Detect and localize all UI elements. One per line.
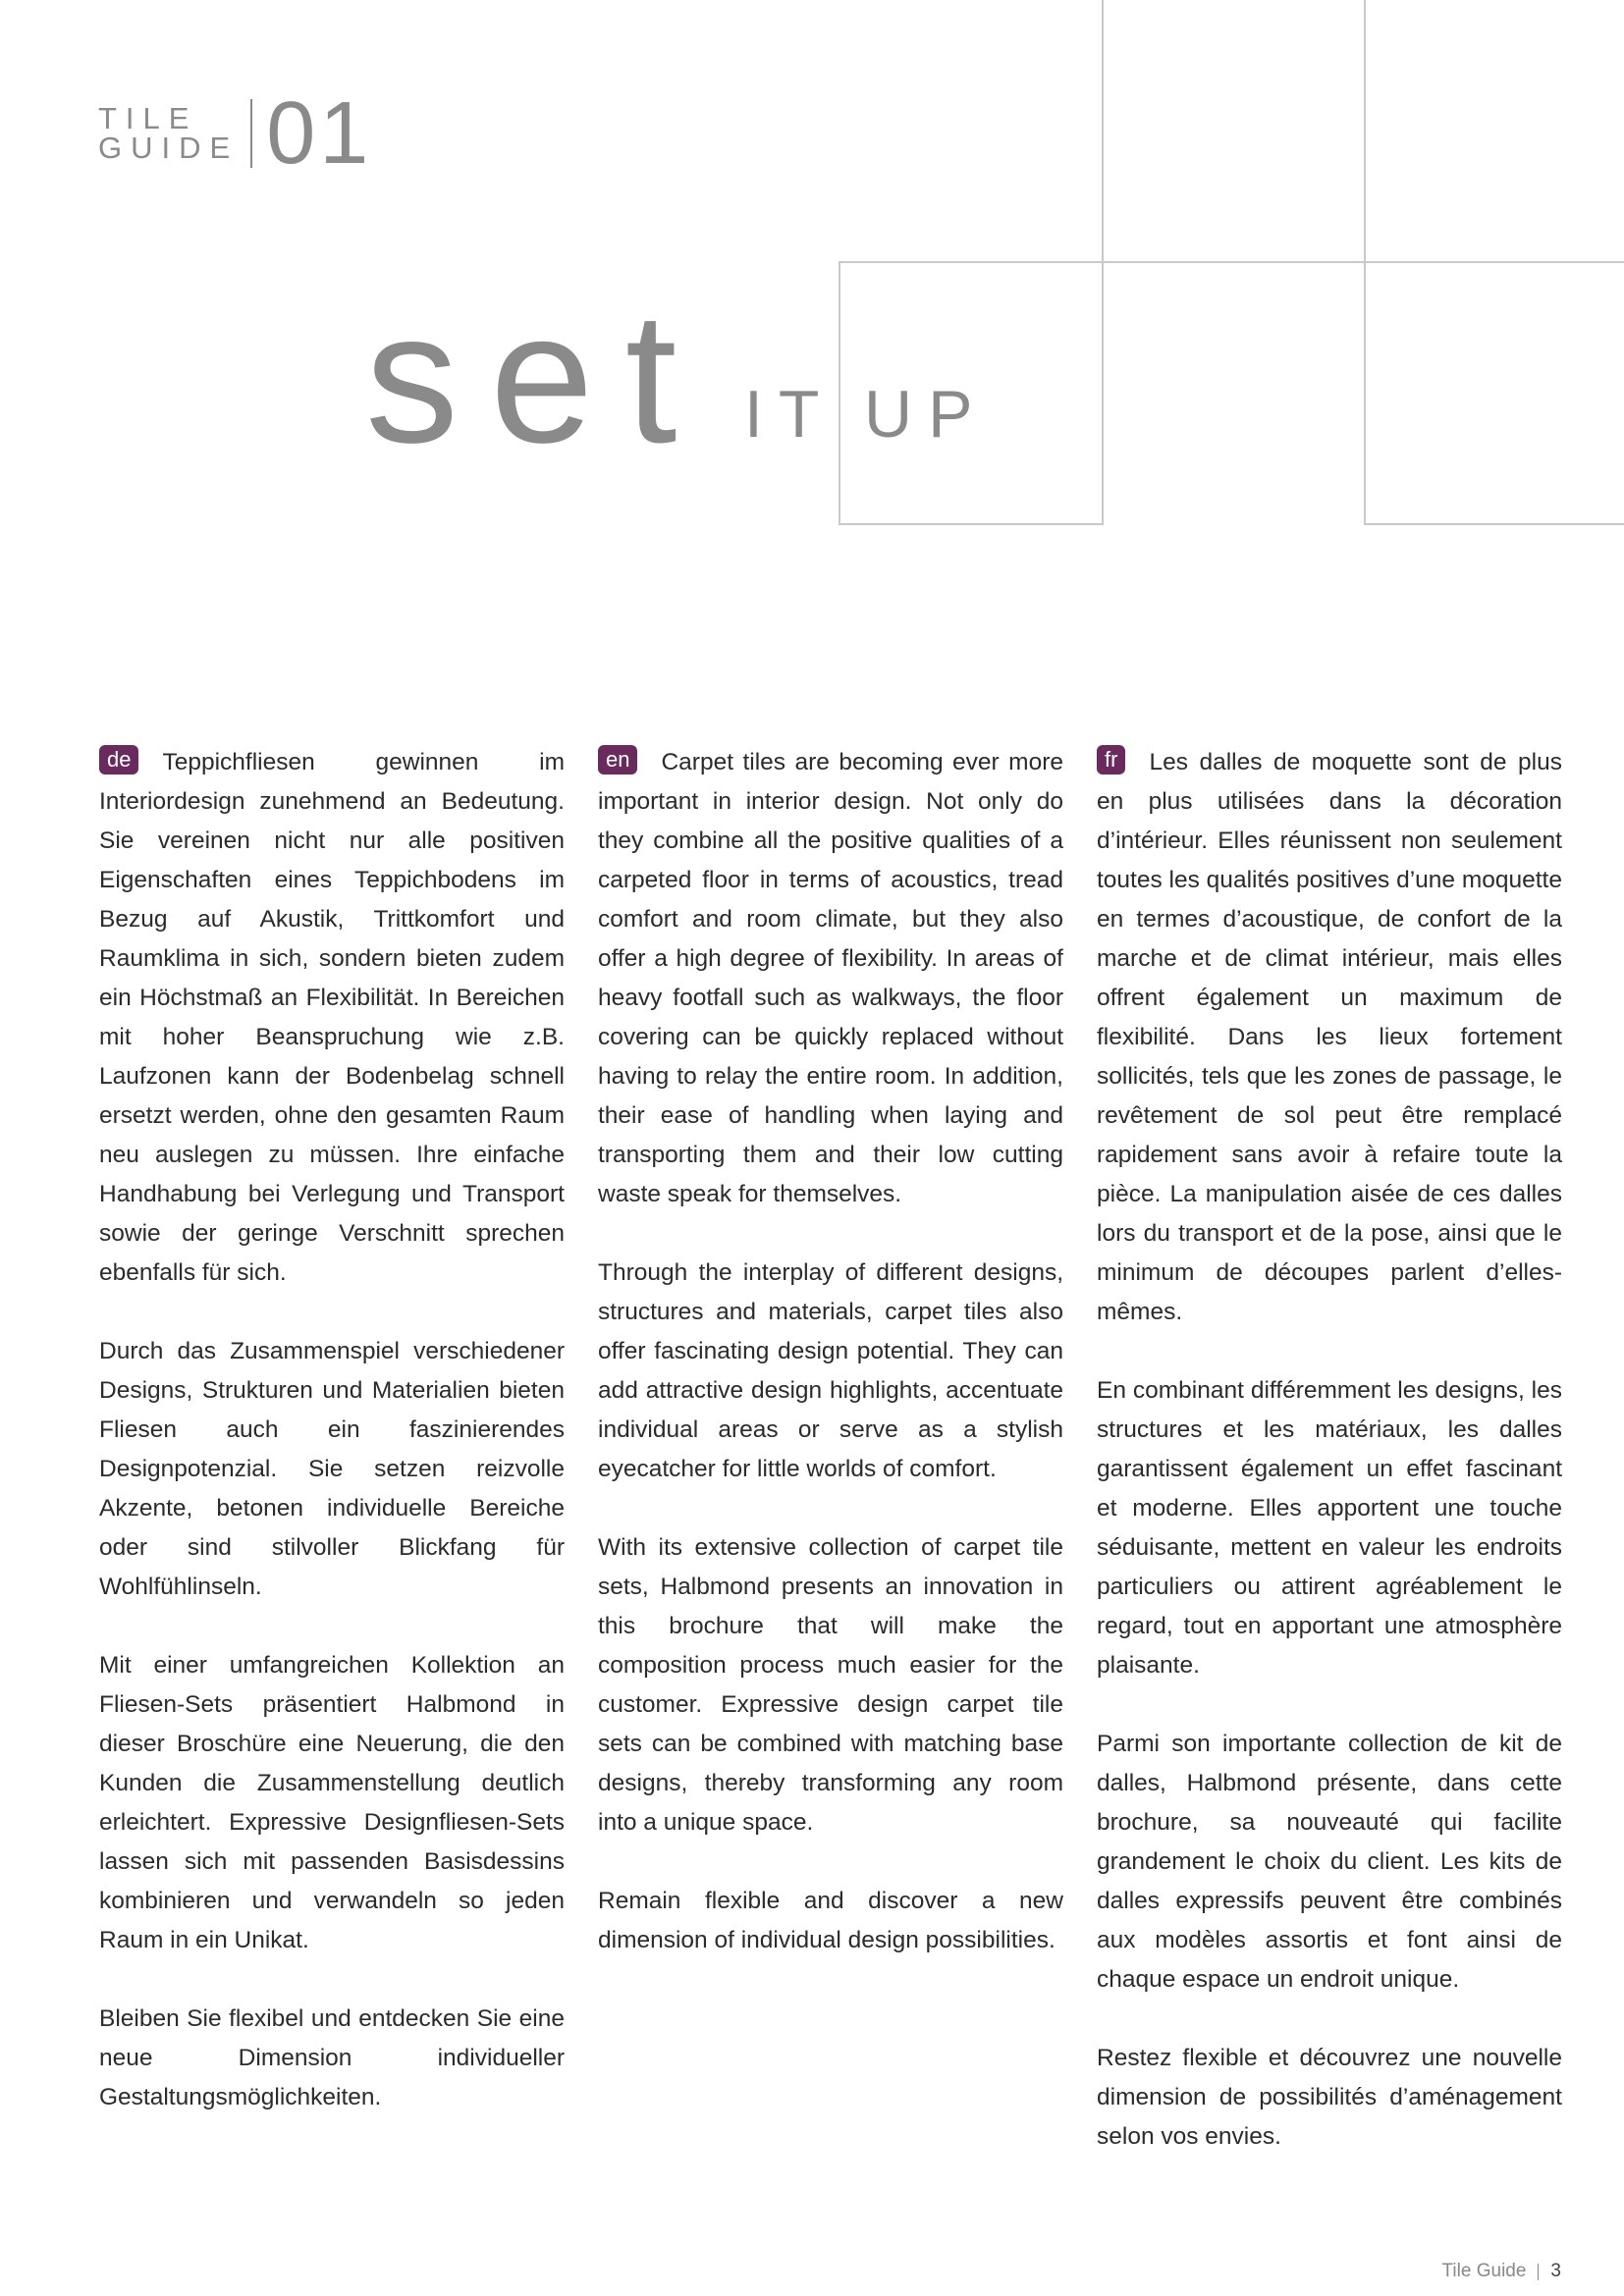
language-badge-fr: fr xyxy=(1097,745,1125,774)
column-de xyxy=(99,743,565,2117)
tile-guide-words xyxy=(98,101,240,165)
paragraph: Mit einer umfangreichen Kollektion an Fliesen-Sets präsentiert Halbmond in dieser Broschüre eine Neuerung, die den Kunden die Zusammenstellung deutlich erleichtert. Expressive Designfliesen-Sets lassen sich mit passenden Basisdessins kombinieren und verwandeln so jeden Raum in ein Unikat. xyxy=(99,1652,565,1953)
paragraph: de Teppichfliesen gewinnen im Interiordesign zunehmend an Bedeutung. Sie vereinen nicht nur alle positiven Eigenschaften eines Teppichbodens im Bezug auf Akustik, Trittkomfort und Raumklima in sich, sondern bieten zudem ein Höchstmaß an Flexibilität. In Bereichen mit hoher Beanspruchung wie z.B. Laufzonen kann der Bodenbelag schnell ersetzt werden, ohne den gesamten Raum neu auslegen zu müssen. Ihre einfache Handhabung bei Verlegung und Transport sowie der geringe Verschnitt sprechen ebenfalls für sich. xyxy=(99,747,565,1286)
column-en xyxy=(598,743,1063,1960)
paragraph: fr Les dalles de moquette sont de plus en plus utilisées dans la décoration d’intérieur. Elles réunissent non seulement toutes les qualités positives d’une moquette en termes d’acoustique, de confort de la marche et de climat intérieur, mais elles offrent également un maximum de flexibilité. Dans les lieux fortement sollicités, tels que les zones de passage, le revêtement de sol peut être remplacé rapidement sans avoir à refaire toute la pièce. La manipulation aisée de ces dalles lors du transport et de la pose, ainsi que le minimum de découpes parlent d’elles-mêmes. xyxy=(1097,747,1562,1325)
header-divider xyxy=(250,99,252,168)
language-badge-en: en xyxy=(598,745,637,774)
language-badge-de: de xyxy=(99,745,138,774)
grid-line-horizontal-top xyxy=(839,261,1624,263)
page-footer xyxy=(1442,2261,1561,2282)
paragraph: Through the interplay of different designs, structures and materials, carpet tiles also offer fascinating design potential. They can add attractive design highlights, accentuate individual areas or serve as a stylish eyecatcher for little worlds of comfort. xyxy=(598,1259,1063,1482)
footer-label: Tile Guide xyxy=(1441,2261,1527,2281)
title-up: UP xyxy=(864,377,989,452)
paragraph: Bleiben Sie flexibel und entdecken Sie eine neue Dimension individueller Gestaltungsmöglichkeiten. xyxy=(99,2005,565,2110)
chapter-number: 01 xyxy=(266,84,373,183)
title-set: set xyxy=(365,274,709,482)
page-number: 3 xyxy=(1550,2261,1561,2281)
title-it: IT xyxy=(744,377,836,452)
grid-line-vertical-left-box xyxy=(839,261,840,525)
paragraph: Restez flexible et découvrez une nouvelle dimension de possibilités d’aménagement selon vos envies. xyxy=(1097,2045,1562,2150)
tile-word: TILE xyxy=(98,101,198,135)
tile-guide-header xyxy=(98,84,373,183)
grid-line-horizontal-bottom-left xyxy=(839,523,1104,525)
paragraph: En combinant différemment les designs, les structures et les matériaux, les dalles garantissent également un effet fascinant et moderne. Elles apportent une touche séduisante, mettent en valeur les endroits particuliers ou attirent agréablement le regard, tout en apportant une atmosphère plaisante. xyxy=(1097,1377,1562,1679)
grid-line-horizontal-bottom-right xyxy=(1364,523,1624,525)
footer-divider xyxy=(1538,2264,1539,2280)
paragraph: en Carpet tiles are becoming ever more important in interior design. Not only do they combine all the positive qualities of a carpeted floor in terms of acoustics, tread comfort and room climate, but they also offer a high degree of flexibility. In areas of heavy footfall such as walkways, the floor covering can be quickly replaced without having to relay the entire room. In addition, their ease of handling when laying and transporting them and their low cutting waste speak for themselves. xyxy=(598,747,1063,1207)
paragraph: With its extensive collection of carpet tile sets, Halbmond presents an innovation in this brochure that will make the composition process much easier for the customer. Expressive design carpet tile sets can be combined with matching base designs, thereby transforming any room into a unique space. xyxy=(598,1534,1063,1836)
paragraph: Remain flexible and discover a new dimension of individual design possibilities. xyxy=(598,1888,1063,1953)
column-fr xyxy=(1097,743,1562,2157)
paragraph: Parmi son importante collection de kit de dalles, Halbmond présente, dans cette brochure, sa nouveauté qui facilite grandement le choix du client. Les kits de dalles expressifs peuvent être combinés aux modèles assortis et font ainsi de chaque espace un endroit unique. xyxy=(1097,1731,1562,1993)
paragraph: Durch das Zusammenspiel verschiedener Designs, Strukturen und Materialien bieten Fliesen auch ein faszinierendes Designpotenzial. Sie setzen reizvolle Akzente, betonen individuelle Bereiche oder sind stilvoller Blickfang für Wohlfühlinseln. xyxy=(99,1338,565,1600)
guide-word: GUIDE xyxy=(98,131,240,165)
